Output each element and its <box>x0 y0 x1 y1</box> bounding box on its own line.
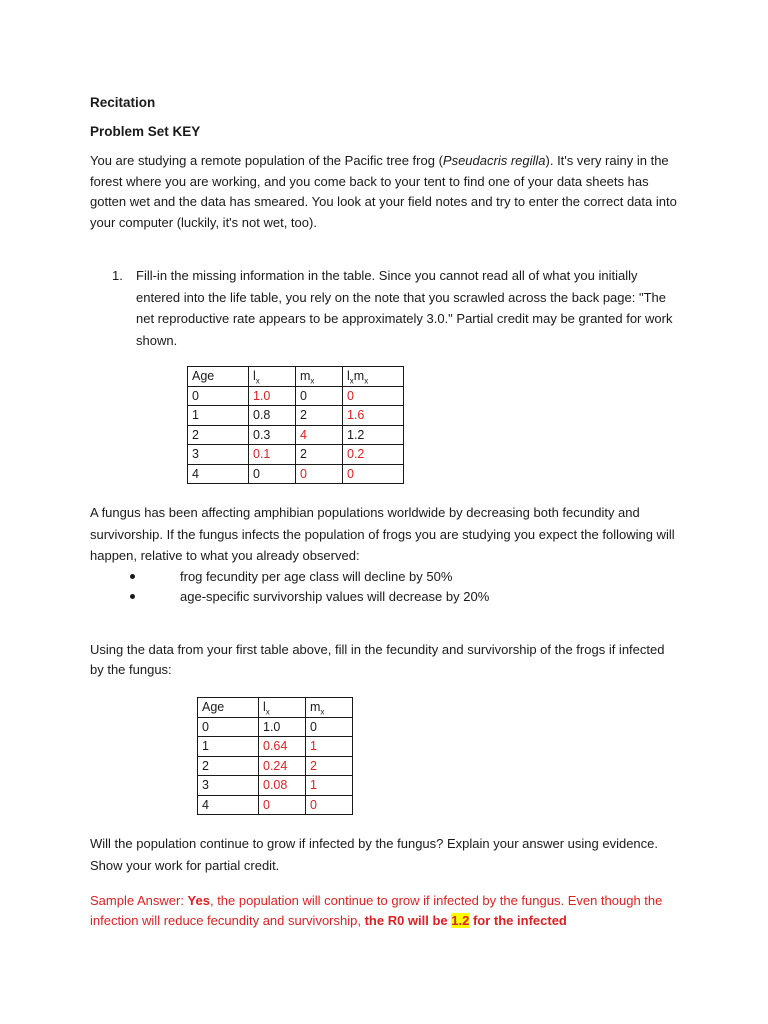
fungus-effects-list <box>130 567 670 607</box>
sample-answer-r0-value: 1.2 <box>451 913 470 928</box>
table-row <box>198 795 353 815</box>
question-1-number: 1. <box>112 268 123 283</box>
table-row <box>188 386 404 406</box>
table-row <box>188 445 404 465</box>
table-cell: 4 <box>198 795 259 815</box>
table-cell: 0 <box>343 464 404 484</box>
table-cell: 1.6 <box>343 406 404 426</box>
intro-text-after: ). It's very rainy in the forest where you are working, and you come back to your tent to find one of your data sheets has gotten wet and the data has smeared. You look at your field notes and try to enter the correct data into your computer (luckily, it's not wet, too). <box>90 153 677 230</box>
using-data-paragraph: Using the data from your first table above, fill in the fecundity and survivorship of the frogs if infected by the fungus: <box>90 642 665 677</box>
life-table-observed <box>187 366 404 484</box>
sample-answer-label: Sample Answer: <box>90 893 188 908</box>
table-header-cell: $l_x$ <box>259 698 306 718</box>
table-cell: 1 <box>306 776 353 796</box>
table-cell: 2 <box>296 445 343 465</box>
table-cell: 4 <box>296 425 343 445</box>
table-cell: 2 <box>296 406 343 426</box>
sample-answer-yes: Yes <box>187 893 210 908</box>
table-cell: 0.08 <box>259 776 306 796</box>
table-row <box>188 464 404 484</box>
list-item-text: frog fecundity per age class will decline by 50% <box>180 569 453 584</box>
table-cell: 2 <box>188 425 249 445</box>
question-1 <box>112 265 682 351</box>
bullet-icon <box>130 594 135 599</box>
table-cell: 0.64 <box>259 737 306 757</box>
table-header-cell: $m_x$ <box>306 698 353 718</box>
life-table-infected <box>197 697 353 815</box>
table-cell: 0.24 <box>259 756 306 776</box>
list-item <box>130 587 670 607</box>
sample-answer-r0-suffix: for the infected <box>469 913 567 928</box>
table-row <box>198 737 353 757</box>
table-cell: 1 <box>306 737 353 757</box>
table-cell: 0 <box>296 386 343 406</box>
population-growth-question: Will the population continue to grow if infected by the fungus? Explain your answer using evidence. Show your work for partial credit. <box>90 836 659 873</box>
table-header-row <box>188 367 404 387</box>
table-cell: 2 <box>306 756 353 776</box>
table-cell: 1.2 <box>343 425 404 445</box>
sample-answer-r0 <box>365 913 567 928</box>
table-header-cell: $m_x$ <box>296 367 343 387</box>
table-cell: 0 <box>188 386 249 406</box>
table-cell: 2 <box>198 756 259 776</box>
table-cell: 1 <box>198 737 259 757</box>
table-row <box>188 425 404 445</box>
list-item-text: age-specific survivorship values will decrease by 20% <box>180 589 490 604</box>
sample-answer-text: , the population will continue to grow if infected by the fungus. Even though the infection will reduce fecundity and survivorship, <box>90 893 663 928</box>
table-cell: 0 <box>296 464 343 484</box>
table-cell: 0 <box>259 795 306 815</box>
table-cell: 4 <box>188 464 249 484</box>
table-row <box>188 406 404 426</box>
table-header-cell: Age <box>188 367 249 387</box>
intro-text-before: You are studying a remote population of the Pacific tree frog ( <box>90 153 443 168</box>
table-cell: 1 <box>188 406 249 426</box>
bullet-icon <box>130 574 135 579</box>
question-1-text: Fill-in the missing information in the table. Since you cannot read all of what you initially entered into the life table, you rely on the note that you scrawled across the back page: "The net reproductive rate appears to be approximately 3.0." Partial credit may be granted for work shown. <box>136 268 673 348</box>
table-cell: 3 <box>188 445 249 465</box>
document-title: Recitation <box>90 95 156 110</box>
table-row <box>198 756 353 776</box>
table-cell: 0.8 <box>249 406 296 426</box>
table-cell: 1.0 <box>249 386 296 406</box>
table-cell: 0.3 <box>249 425 296 445</box>
table-row <box>198 776 353 796</box>
table-row <box>198 717 353 737</box>
sample-answer-r0-text: the R0 will be <box>364 913 452 928</box>
table-header-row <box>198 698 353 718</box>
table-header-cell: Age <box>198 698 259 718</box>
document-subtitle: Problem Set KEY <box>90 124 201 139</box>
table-cell: 3 <box>198 776 259 796</box>
table-cell: 0.1 <box>249 445 296 465</box>
table-cell: 0 <box>343 386 404 406</box>
table-cell: 0 <box>198 717 259 737</box>
sample-answer <box>90 891 680 931</box>
fungus-paragraph: A fungus has been affecting amphibian populations worldwide by decreasing both fecundity and survivorship. If the fungus infects the population of frogs you are studying you expect the following will happen, relative to what you already observed: <box>90 505 675 563</box>
table-header-cell: $l_xm_x$ <box>343 367 404 387</box>
table-header-cell: $l_x$ <box>249 367 296 387</box>
table-cell: 0.2 <box>343 445 404 465</box>
species-name: Pseudacris regilla <box>442 153 546 168</box>
table-cell: 0 <box>306 717 353 737</box>
list-item <box>130 567 670 587</box>
table-cell: 0 <box>306 795 353 815</box>
table-cell: 1.0 <box>259 717 306 737</box>
table-cell: 0 <box>249 464 296 484</box>
intro-paragraph <box>90 151 680 233</box>
